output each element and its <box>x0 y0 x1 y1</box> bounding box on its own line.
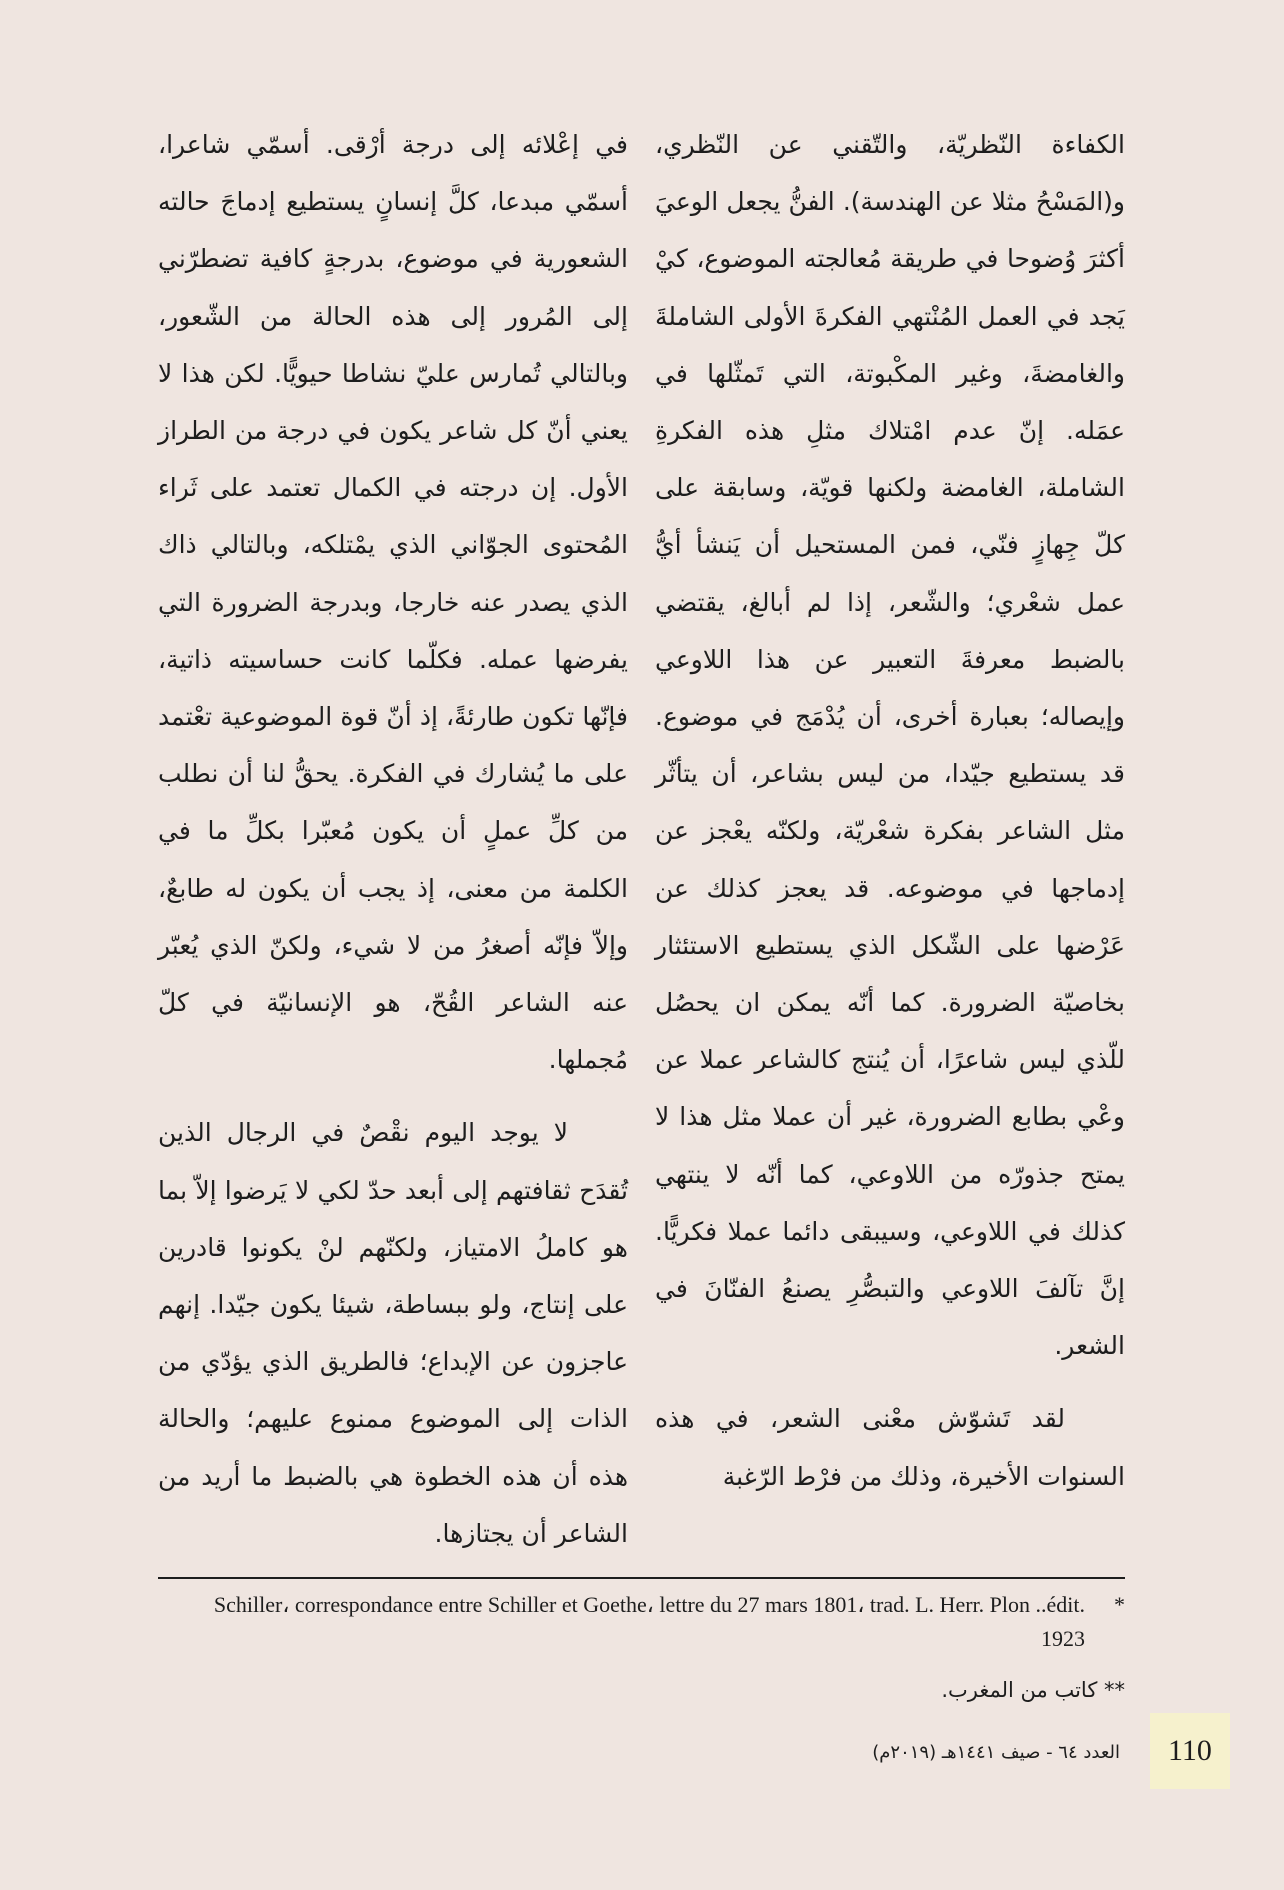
paragraph: في إعْلائه إلى درجة أرْقى. أسمّي شاعرا، أسمّي مبدعا، كلَّ إنسانٍ يستطيع إدماجَ حالته الشعورية في موضوع، بدرجةٍ كافية تضطرّني إلى المُرور إلى هذه الحالة من الشّعور، وبالتالي تُمارس عليّ نشاطا حيويًّا. لكن هذا لا يعني أنّ كل شاعر يكون في درجة من الطراز الأول. إن درجته في الكمال تعتمد على ثَراء المُحتوى الجوّاني الذي يمْتلكه، وبالتالي ذاك الذي يصدر عنه خارجا، وبدرجة الضرورة التي يفرضها عمله. فكلّما كانت حساسيته ذاتية، فإنّها تكون طارئةً، إذ أنّ قوة الموضوعية تعْتمد على ما يُشارك في الفكرة. يحقُّ لنا أن نطلب من كلِّ عملٍ أن يكون مُعبّرا بكلِّ ما في الكلمة من معنى، إذ يجب أن يكون له طابعٌ، وإلاّ فإنّه أصغرُ من لا شيء، ولكنّ الذي يُعبّر عنه الشاعر القُحّ، هو الإنسانيّة في كلّ مُجملها. <box>158 130 628 1075</box>
footnote-author: ** كاتب من المغرب. <box>941 1678 1125 1702</box>
footnote-text: Schiller، correspondance entre Schiller et Goethe، lettre du 27 mars 1801، trad. L. Herr. Plon ..édit. 1923 <box>213 1592 1085 1651</box>
footnote-marker: * <box>1114 1592 1125 1617</box>
paragraph: لا يوجد اليوم نقْصٌ في الرجال الذين تُقدَح ثقافتهم إلى أبعد حدّ لكي لا يَرضوا إلاّ بما هو كاملُ الامتياز، ولكنّهم لنْ يكونوا قادرين على إنتاج، ولو ببساطة، شيئا يكون جيّدا. إنهم عاجزون عن الإبداع؛ فالطريق الذي يؤدّي من الذات إلى الموضوع ممنوع عليهم؛ والحالة هذه أن هذه الخطوة هي بالضبط ما أريد من الشاعر أن يجتازها. <box>158 1118 628 1548</box>
page-number: 110 <box>1168 1734 1212 1767</box>
paragraph: الكفاءة النّظريّة، والتّقني عن النّظري، و(المَسْحُ مثلا عن الهندسة). الفنُّ يجعل الوعيَ أكثرَ وُضوحا في طريقة مُعالجته الموضوع، كيْ يَجد في العمل المُنْتهي الفكرةَ الأولى الشاملةَ والغامضةَ، وغير المكْبوتة، التي تَمثّلها في عمَله. إنّ عدم امْتلاك مثلِ هذه الفكرةِ الشاملة، الغامضة ولكنها قويّة، وسابقة على كلّ جِهازٍ فنّي، فمن المستحيل أن يَنشأ أيُّ عمل شعْري؛ والشّعر، إذا لم أبالغ، يقتضي بالضبط معرفةَ التعبير عن هذا اللاوعي وإيصاله؛ بعبارة أخرى، أن يُدْمَج في موضوع. قد يستطيع جيّدا، من ليس بشاعر، أن يتأثّر مثل الشاعر بفكرة شعْريّة، ولكنّه يعْجز عن إدماجها في موضوعه. قد يعجز كذلك عن عَرْضها على الشّكل الذي يستطيع الاستئثار بخاصيّة الضرورة. كما أنّه يمكن ان يحصُل للّذي ليس شاعرًا، أن يُنتج كالشاعر عملا عن وعْي بطابع الضرورة، غير أن عملا مثل هذا لا يمتح جذورّه من اللاوعي، كما أنّه لا ينتهي كذلك في اللاوعي، وسيبقى دائما عملا فكريًّا. إنَّ تآلفَ اللاوعي والتبصُّرِ يصنعُ الفنّانَ في الشعر. <box>655 130 1125 1361</box>
article-column-right <box>655 116 1125 1505</box>
footnote-source <box>158 1588 1125 1656</box>
footnote-separator <box>158 1577 1125 1579</box>
paragraph: لقد تَشوّش معْنى الشعر، في هذه السنوات الأخيرة، وذلك من فرْط الرّغبة <box>655 1404 1125 1491</box>
issue-info: العدد ٦٤ - صيف ١٤٤١هـ (٢٠١٩م) <box>872 1742 1120 1763</box>
article-column-left <box>158 116 628 1562</box>
